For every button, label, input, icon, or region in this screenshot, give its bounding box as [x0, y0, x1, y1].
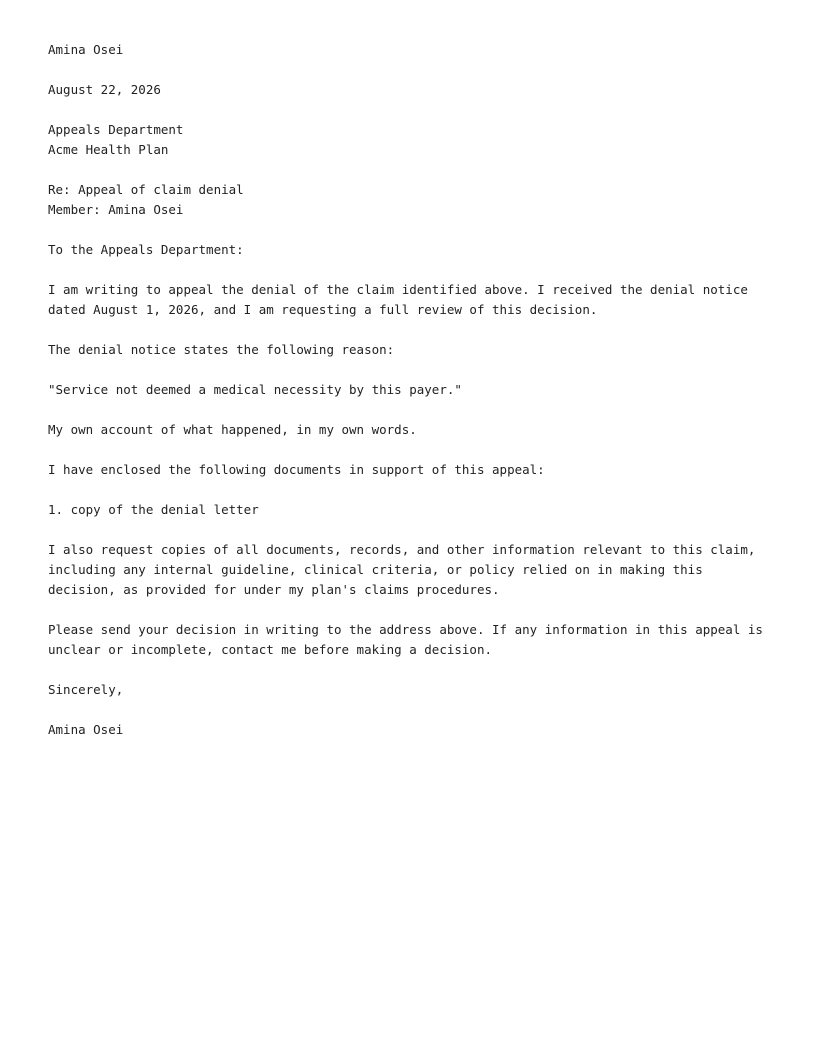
recipient-department: Appeals Department [48, 122, 184, 137]
intro-line-1: I am writing to appeal the denial of the claim identified above. I received the denial notice [48, 282, 748, 297]
signoff-block [48, 680, 768, 700]
salutation: To the Appeals Department: [48, 242, 244, 257]
salutation-block [48, 240, 768, 260]
recipient-organization: Acme Health Plan [48, 142, 169, 157]
enclosures-intro-paragraph [48, 460, 768, 480]
reason-quote: "Service not deemed a medical necessity by this payer." [48, 382, 462, 397]
request-line-3: decision, as provided for under my plan's claims procedures. [48, 582, 500, 597]
account-paragraph [48, 420, 768, 440]
recipient-block [48, 120, 768, 160]
enclosure-item: 1. copy of the denial letter [48, 502, 259, 517]
reference-block [48, 180, 768, 220]
signature-name: Amina Osei [48, 722, 124, 737]
re-line: Re: Appeal of claim denial [48, 182, 244, 197]
enclosures-intro: I have enclosed the following documents in support of this appeal: [48, 462, 545, 477]
member-line: Member: Amina Osei [48, 202, 184, 217]
closing-line-2: unclear or incomplete, contact me before making a decision. [48, 642, 493, 657]
closing-line-1: Please send your decision in writing to the address above. If any information in this appeal is [48, 622, 763, 637]
intro-line-2: dated August 1, 2026, and I am requesting a full review of this decision. [48, 302, 598, 317]
reason-quote-paragraph [48, 380, 768, 400]
enclosures-list [48, 500, 768, 520]
reason-intro-paragraph [48, 340, 768, 360]
closing-paragraph [48, 620, 768, 660]
reason-intro: The denial notice states the following reason: [48, 342, 395, 357]
letter-date: August 22, 2026 [48, 82, 161, 97]
date-block [48, 80, 768, 100]
account-text: My own account of what happened, in my own words. [48, 422, 417, 437]
request-paragraph [48, 540, 768, 600]
signature-block [48, 720, 768, 740]
sender-block [48, 40, 768, 60]
signoff: Sincerely, [48, 682, 124, 697]
sender-name: Amina Osei [48, 42, 124, 57]
request-line-1: I also request copies of all documents, records, and other information relevant to this claim, [48, 542, 756, 557]
intro-paragraph [48, 280, 768, 320]
request-line-2: including any internal guideline, clinical criteria, or policy relied on in making this [48, 562, 703, 577]
